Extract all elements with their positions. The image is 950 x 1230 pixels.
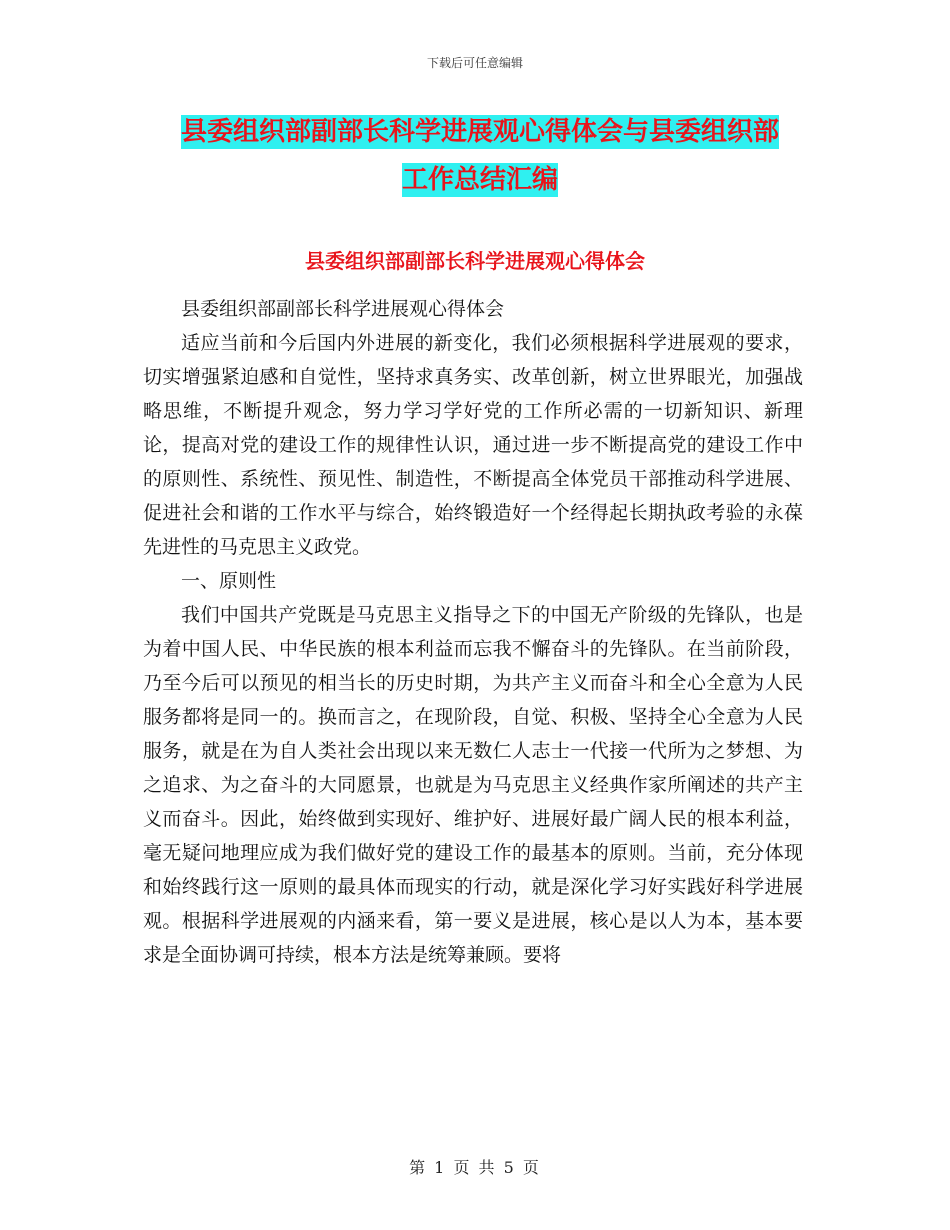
paragraph-intro: 适应当前和今后国内外进展的新变化，我们必须根据科学进展观的要求，切实增强紧迫感和自觉性，坚持求真务实、改革创新，树立世界眼光，加强战略思维，不断提升观念，努力学习学好党的工作所必需的一切新知识、新理论，提高对党的建设工作的规律性认识，通过进一步不断提高党的建设工作中的原则性、系统性、预见性、制造性，不断提高全体党员干部推动科学进展、促进社会和谐的工作水平与综合，始终锻造好一个经得起长期执政考验的永葆先进性的马克思主义政党。: [143, 332, 803, 558]
main-title-line2: 工作总结汇编: [401, 165, 558, 195]
main-title: [140, 108, 820, 204]
paragraph-intro-title: 县委组织部副部长科学进展观心得体会: [181, 298, 505, 320]
main-title-line1: 县委组织部副部长科学进展观心得体会与县委组织部: [180, 117, 779, 147]
paragraph-heading-principle: 一、原则性: [181, 570, 277, 592]
section-title: 县委组织部副部长科学进展观心得体会: [305, 249, 645, 273]
header-note: 下载后可任意编辑: [426, 56, 523, 70]
document-body: [143, 292, 803, 972]
page-footer: 第 1 页 共 5 页: [409, 1158, 541, 1177]
paragraph-principle: 我们中国共产党既是马克思主义指导之下的中国无产阶级的先锋队，也是为着中国人民、中华民族的根本利益而忘我不懈奋斗的先锋队。在当前阶段，乃至今后可以预见的相当长的历史时期，为共产主义而奋斗和全心全意为人民服务都将是同一的。换而言之，在现阶段，自觉、积极、坚持全心全意为人民服务，就是在为自人类社会出现以来无数仁人志士一代接一代所为之梦想、为之追求、为之奋斗的大同愿景，也就是为马克思主义经典作家所阐述的共产主义而奋斗。因此，始终做到实现好、维护好、进展好最广阔人民的根本利益，毫无疑问地理应成为我们做好党的建设工作的最基本的原则。当前，充分体现和始终践行这一原则的最具体而现实的行动，就是深化学习好实践好科学进展观。根据科学进展观的内涵来看，第一要义是进展，核心是以人为本，基本要求是全面协调可持续，根本方法是统筹兼顾。要将: [143, 604, 803, 966]
